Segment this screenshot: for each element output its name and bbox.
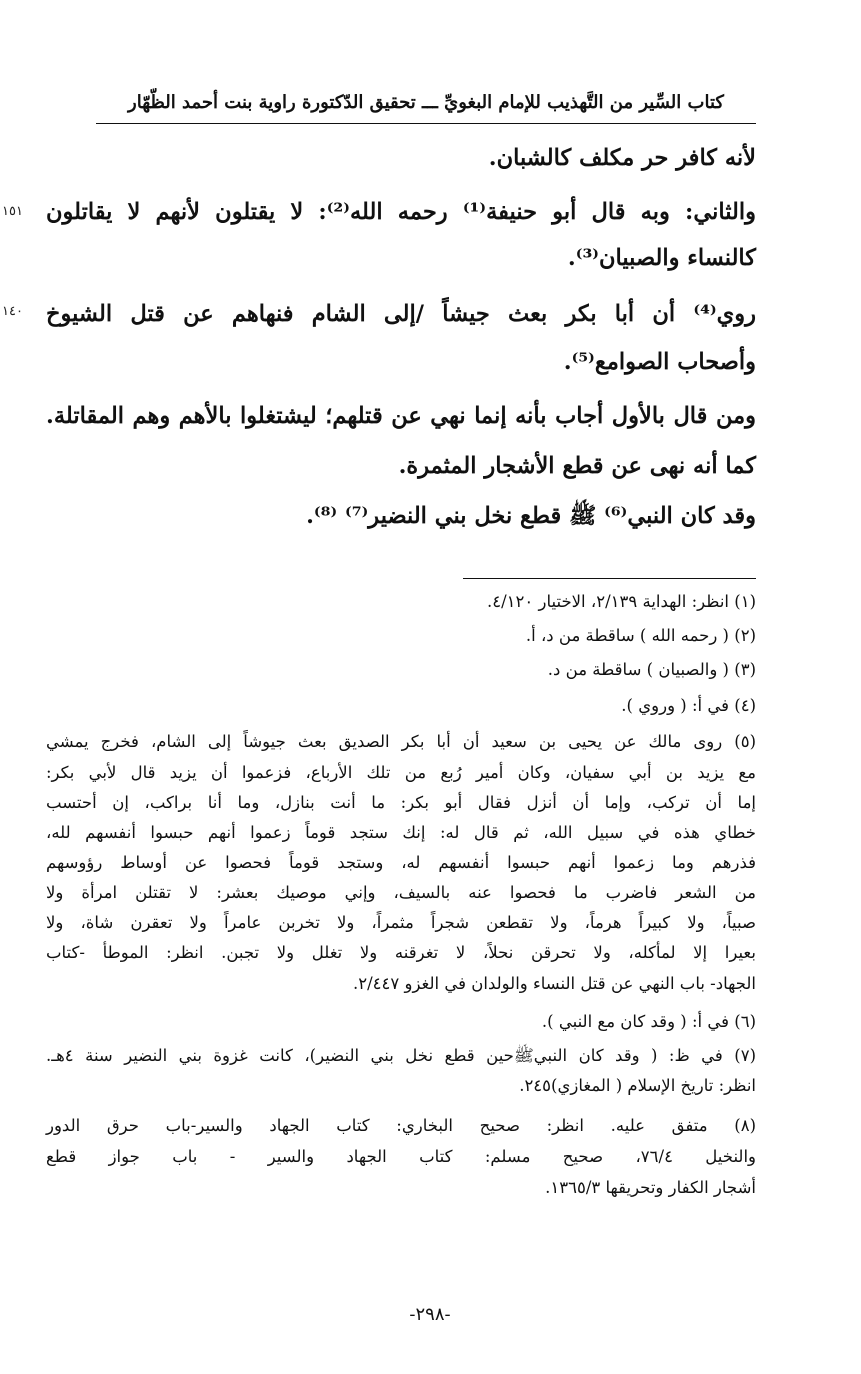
footnote-7-line-1: (٧) في ظ: ( وقد كان النبيﷺحين قطع نخل بني النضير)، كانت غزوة بني النضير سنة ٤هـ.	[46, 1046, 756, 1065]
page-number: -٢٩٨-	[409, 1304, 451, 1325]
body-line-2: والثاني: وبه قال أبو حنيفة⁽¹⁾ رحمه الله⁽²⁾: لا يقتلون لأنهم لا يقاتلون	[46, 199, 756, 225]
body-line-4: روي⁽⁴⁾ أن أبا بكر بعث جيشاً /إلى الشام فنهاهم عن قتل الشيوخ	[46, 301, 756, 327]
body-line-1: لأنه كافر حر مكلف كالشبان.	[488, 145, 756, 171]
footnote-5-line-4: خطاي هذه في سبيل الله، ثم قال له: إنك ستجد قوماً زعموا أنهم حبسوا أنفسهم لله،	[46, 823, 756, 842]
body-line-7: كما أنه نهى عن قطع الأشجار المثمرة.	[398, 453, 756, 479]
footnote-5-line-2: مع يزيد بن أبي سفيان، وكان أمير رُبع من تلك الأرباع، فزعموا أن يزيد قال لأبي بكر:	[46, 763, 756, 782]
margin-page-ref-140: ١٤٠	[2, 304, 23, 319]
header-rule	[96, 123, 756, 124]
margin-page-ref-151: ١٥١	[2, 204, 23, 219]
footnote-5-line-8: بعيرا إلا لمأكله، ولا تحرقن نحلاً، لا تغرقنه ولا تغلل ولا تجبن. انظر: الموطأ -كتاب	[46, 943, 756, 962]
body-line-8: وقد كان النبي⁽⁶⁾ ﷺ قطع نخل بني النضير⁽⁷⁾ ⁽⁸⁾.	[306, 503, 756, 529]
footnote-8-line-3: أشجار الكفار وتحريقها ١٣٦٥/٣.	[545, 1178, 756, 1197]
running-header: كتاب السِّير من التَّهذيب للإمام البغويِّ ـــ تحقيق الدّكتورة راوية بنت أحمد الظّهّار	[128, 92, 724, 113]
footnote-3: (٣) ( والصبيان ) ساقطة من د.	[547, 660, 756, 679]
footnote-1: (١) انظر: الهداية ٢/١٣٩، الاختيار ٤/١٢٠.	[486, 592, 756, 611]
footnote-8-line-1: (٨) متفق عليه. انظر: صحيح البخاري: كتاب الجهاد والسير-باب حرق الدور	[46, 1116, 756, 1135]
footnote-5-line-6: من الشعر فاضرب ما فحصوا عنه بالسيف، وإني موصيك بعشر: لا تقتلن امرأة ولا	[46, 883, 756, 902]
footnote-2: (٢) ( رحمه الله ) ساقطة من د، أ.	[525, 626, 756, 645]
footnote-separator	[463, 578, 756, 579]
footnote-5-line-1: (٥) روى مالك عن يحيى بن سعيد أن أبا بكر الصديق بعث جيوشاً إلى الشام، فخرج يمشي	[46, 732, 756, 751]
footnote-8-line-2: والنخيل ٧٦/٤، صحيح مسلم: كتاب الجهاد والسير - باب جواز قطع	[46, 1147, 756, 1166]
body-line-3: كالنساء والصبيان⁽³⁾.	[567, 245, 756, 271]
footnote-6: (٦) في أ: ( وقد كان مع النبي ).	[541, 1012, 756, 1031]
footnote-5-line-7: صبياً، ولا كبيراً هرماً، ولا تقطعن شجراً مثمراً، ولا تخربن عامراً ولا تعقرن شاة، ولا	[46, 913, 756, 932]
footnote-7-line-2: انظر: تاريخ الإسلام ( المغازي)٢٤٥.	[519, 1076, 756, 1095]
footnote-5-line-5: فذرهم وما زعموا أنهم حبسوا أنفسهم له، وستجد قوماً فحصوا عن أوساط رؤوسهم	[46, 853, 756, 872]
body-line-5: وأصحاب الصوامع⁽⁵⁾.	[563, 349, 756, 375]
body-line-6: ومن قال بالأول أجاب بأنه إنما نهي عن قتلهم؛ ليشتغلوا بالأهم وهم المقاتلة.	[46, 403, 756, 429]
footnote-5-line-3: إما أن تركب، وإما أن أنزل فقال أبو بكر: ما أنت بنازل، وما أنا براكب، إن أحتسب	[46, 793, 756, 812]
footnote-5-line-9: الجهاد- باب النهي عن قتل النساء والولدان في الغزو ٢/٤٤٧.	[352, 974, 756, 993]
footnote-4: (٤) في أ: ( وروي ).	[621, 696, 756, 715]
